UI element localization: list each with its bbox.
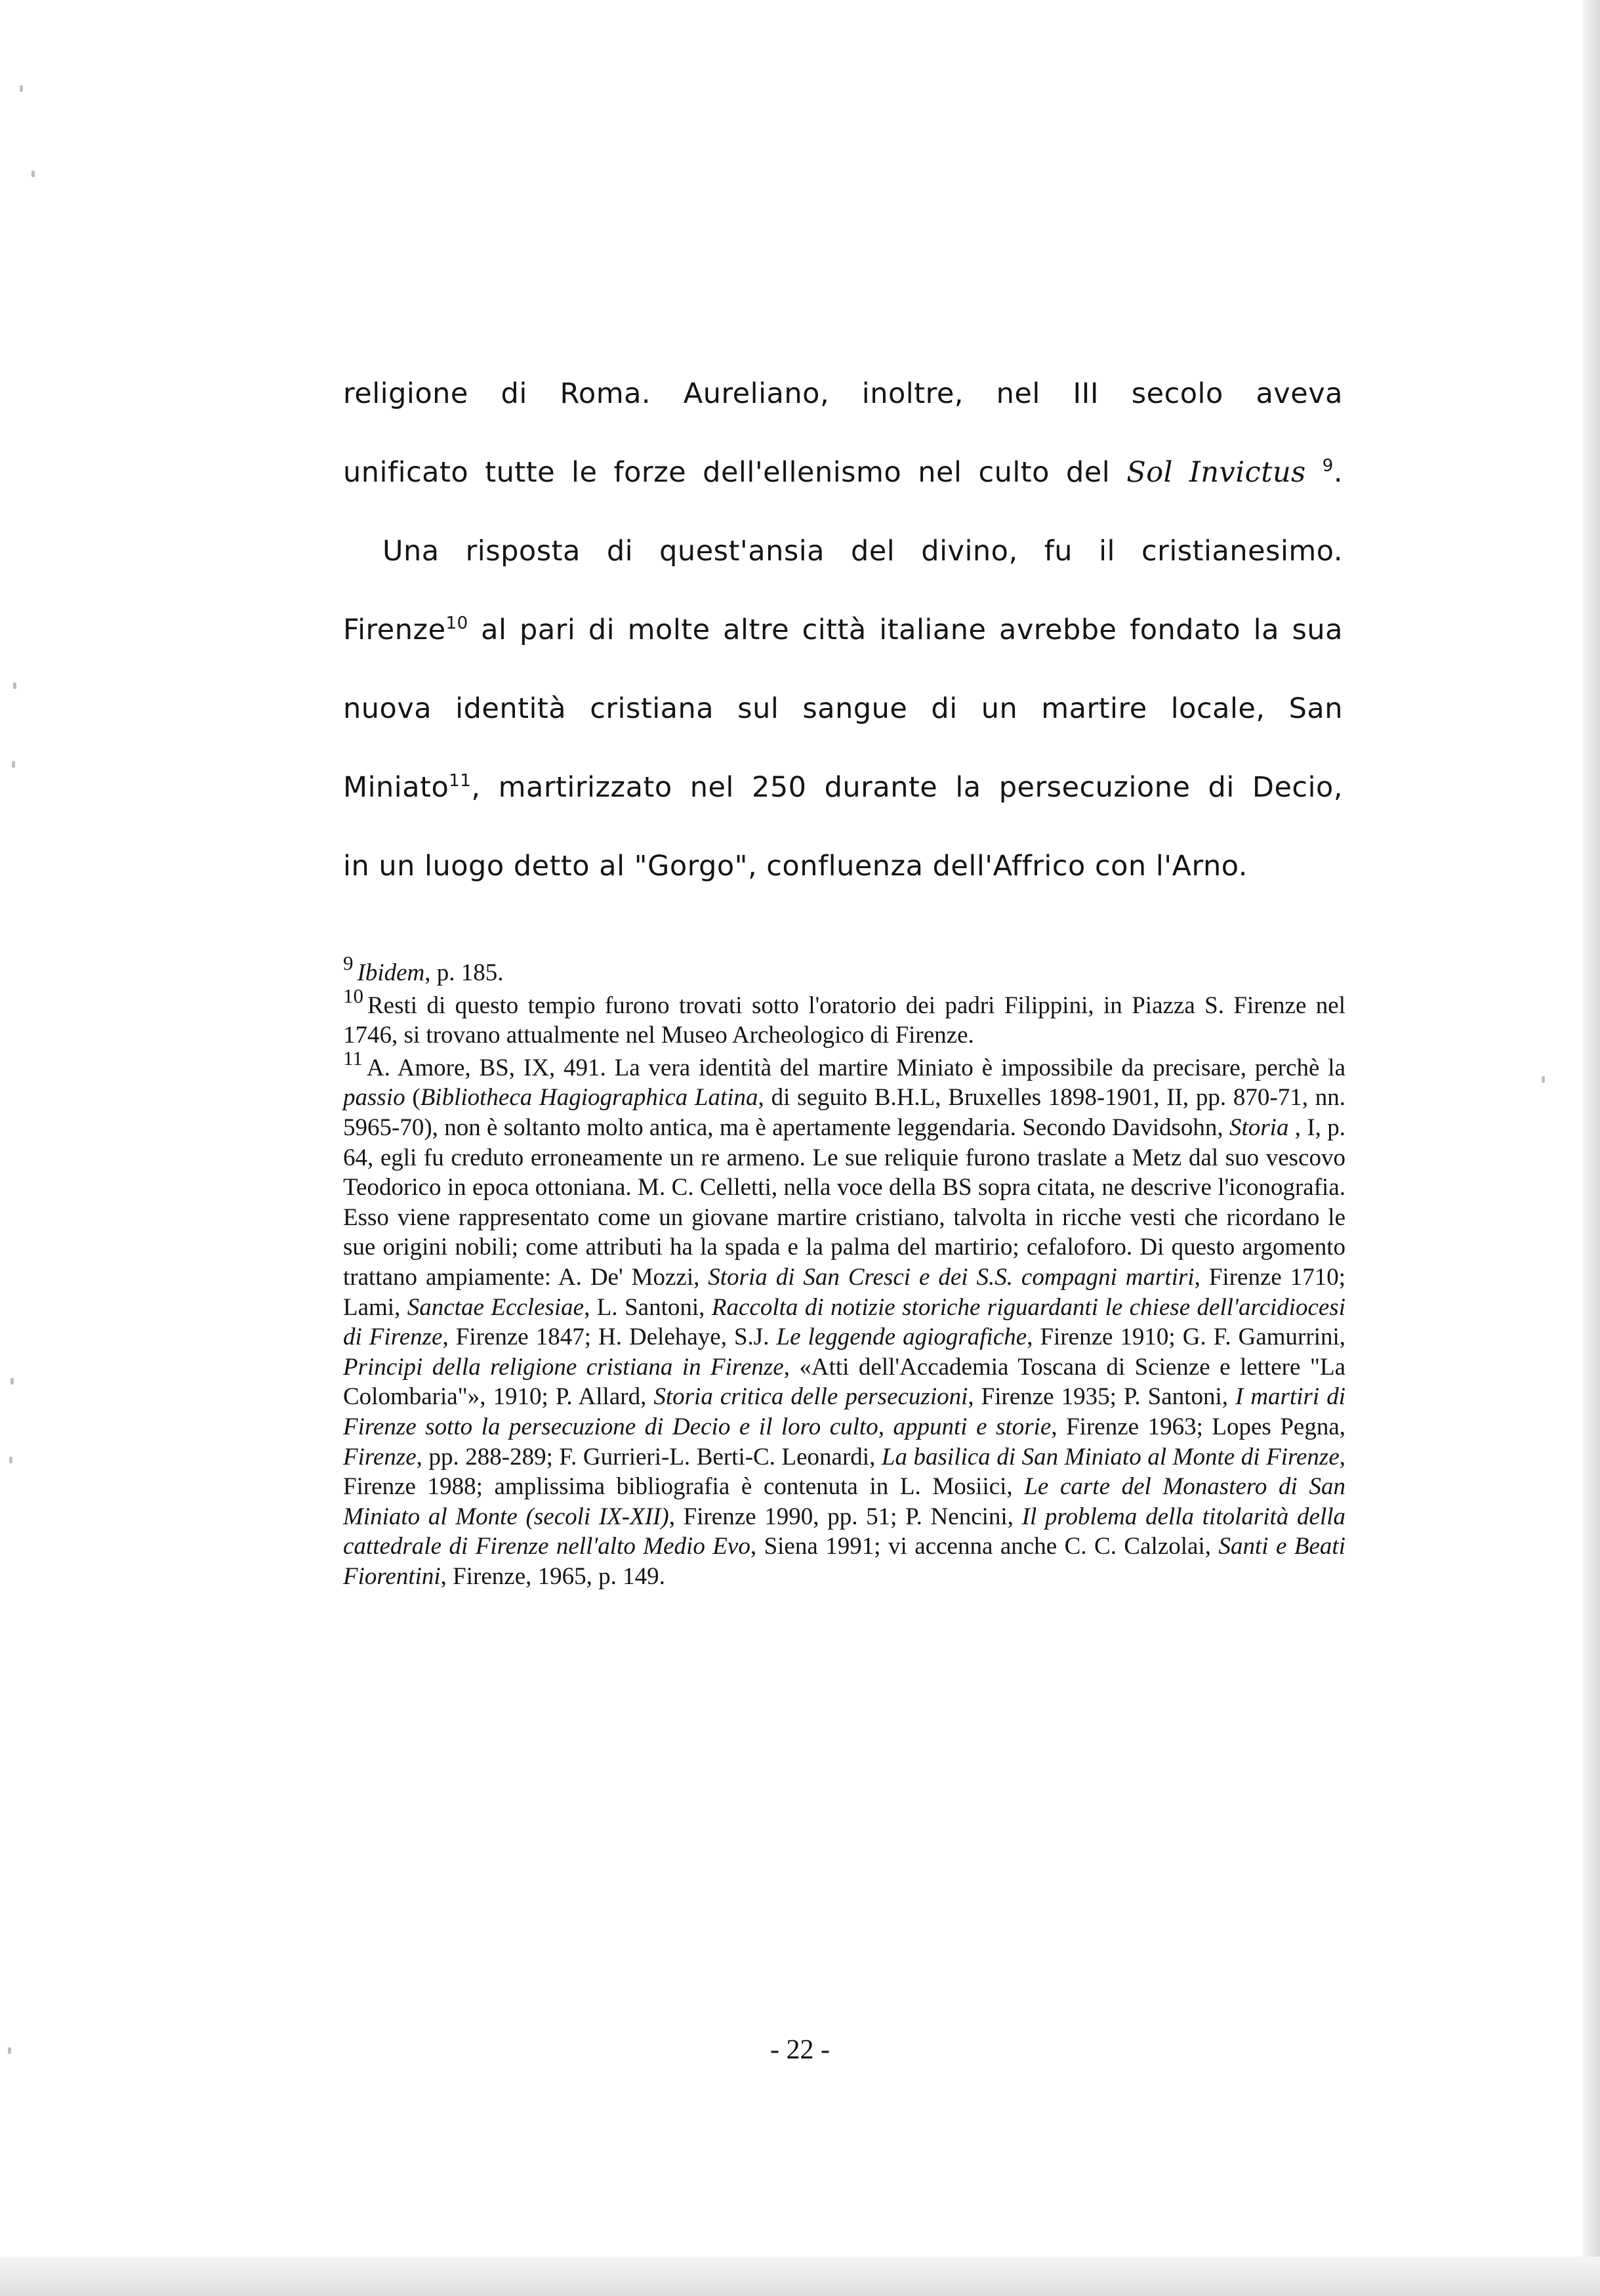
body-text-run: al pari di molte altre città italiane avrebbe fondato la sua	[468, 614, 1343, 646]
italic-term: Principi della religione cristiana in Firenze	[343, 1353, 784, 1381]
footnote-10	[343, 984, 1345, 1051]
margin-speck	[10, 1378, 14, 1385]
footnote-text: , pp. 288-289; F. Gurrieri-L. Berti-C. Leonardi,	[416, 1443, 882, 1471]
italic-term: Il problema della titolarità della cattedrale di Firenze nell'alto Medio Evo	[343, 1503, 1346, 1560]
footnote-text: , di seguito B.H.L, Bruxelles 1898-1901, II, pp. 870-71, nn. 5965-70), non è soltanto molto antica, ma è apertamente leggendaria. Secondo Davidsohn,	[343, 1084, 1346, 1141]
footnote-text: , Firenze 1988; amplissima bibliografia è contenuta in L. Mosiici,	[343, 1443, 1345, 1501]
footnote-text: , Firenze 1963; Lopes Pegna,	[1051, 1413, 1345, 1440]
footnote-text: , «Atti dell'Accademia Toscana di Scienze e lettere "La Colombaria"», 1910; P. Allard,	[343, 1353, 1345, 1411]
page-edge-shadow	[1583, 0, 1600, 2296]
italic-term: Raccolta di notizie storiche riguardanti le chiese dell'arcidiocesi di Firenze	[343, 1293, 1345, 1351]
footnote-text: , I, p. 64, egli fu creduto erroneamente un re armeno. Le sue reliquie furono traslate a Metz dal suo vescovo Teodorico in epoca ottoniana. M. C. Celletti, nella voce della BS sopra citata, ne descrive l'iconografia. Esso viene rappresentato come un giovane martire cristiano, talvolta in ricche vesti che ricordano le sue origini nobili; come attributi ha la spada e la palma del martirio; cefaloforo. Di questo argomento trattano ampiamente: A. De' Mozzi,	[343, 1114, 1345, 1291]
footnote-marker: 10	[445, 614, 468, 633]
body-text-run: Miniato	[343, 771, 449, 804]
italic-term: Sol Invictus	[1126, 456, 1306, 489]
margin-speck	[31, 171, 35, 177]
footnote-text: , p. 185.	[424, 959, 504, 986]
footnote-text: Resti di questo tempio furono trovati sotto l'oratorio dei padri Filippini, in Piazza S. Firenze nel 1746, si trovano attualmente nel Museo Archeologico di Firenze.	[343, 991, 1345, 1049]
body-line: in un luogo detto al "Gorgo", confluenza dell'Affrico con l'Arno.	[343, 850, 1248, 883]
italic-term: Santi e Beati Fiorentini	[343, 1533, 1345, 1590]
body-text-run: , martirizzato nel 250 durante la persecuzione di Decio,	[471, 771, 1343, 804]
body-line	[343, 759, 1343, 837]
italic-term: I martiri di Firenze sotto la persecuzione di Decio e il loro culto, appunti e storie	[343, 1383, 1345, 1440]
footnote-marker: 11	[449, 771, 472, 791]
margin-speck	[12, 761, 15, 768]
footnote-text: , L. Santoni,	[584, 1293, 712, 1321]
body-text-run: .	[1333, 456, 1343, 489]
body-text	[343, 365, 1343, 916]
footnote-text: , Firenze 1935; P. Santoni,	[968, 1383, 1235, 1411]
footnote-text: , Firenze 1847; H. Delehaye, S.J.	[442, 1324, 777, 1351]
footnote-text: , Siena 1991; vi accenna anche C. C. Calzolai,	[750, 1533, 1219, 1560]
italic-term: Firenze	[343, 1443, 417, 1471]
footnote-11	[343, 1046, 1346, 1592]
footnotes	[343, 951, 1346, 1591]
footnote-text: , Firenze 1990, pp. 51; P. Nencini,	[668, 1503, 1022, 1530]
italic-term: Bibliotheca Hagiographica Latina	[420, 1084, 758, 1112]
italic-term: Sanctae Ecclesiae	[407, 1293, 585, 1321]
footnote-marker: 9	[1322, 456, 1334, 476]
body-line	[343, 444, 1343, 522]
italic-term: Storia critica delle persecuzioni	[653, 1383, 968, 1411]
italic-term: Storia	[1229, 1114, 1289, 1141]
body-text-run: Firenze	[343, 614, 446, 646]
body-text-run: unificato tutte le forze dell'ellenismo nel culto del	[343, 456, 1111, 489]
italic-term: Storia di San Cresci e dei S.S. compagni martiri	[708, 1263, 1195, 1291]
italic-term: La basilica di San Miniato al Monte di Firenze	[881, 1443, 1340, 1471]
body-line: Una risposta di quest'ansia del divino, fu il cristianesimo.	[382, 535, 1343, 568]
page-bottom-shadow	[0, 2257, 1600, 2296]
footnote-text: (	[405, 1084, 421, 1112]
page-number: - 22 -	[770, 2035, 830, 2065]
italic-term: Le leggende agiografiche	[776, 1324, 1027, 1351]
footnote-text: A. Amore, BS, IX, 491. La vera identità del martire Miniato è impossibile da precisare, perchè la	[366, 1054, 1345, 1081]
body-line	[343, 601, 1343, 680]
italic-term: Le carte del Monastero di San Miniato al Monte (secoli IX-XII)	[343, 1473, 1345, 1530]
margin-speck	[1542, 1076, 1545, 1083]
italic-term: passio	[343, 1084, 405, 1112]
footnote-number: 10	[343, 984, 363, 1007]
footnote-text: , Firenze, 1965, p. 149.	[440, 1562, 665, 1590]
body-line: nuova identità cristiana sul sangue di un martire locale, San	[343, 692, 1343, 725]
italic-term: Ibidem	[357, 959, 425, 986]
body-line: religione di Roma. Aureliano, inoltre, nel III secolo aveva	[343, 377, 1343, 410]
margin-speck	[20, 85, 23, 92]
footnote-number: 11	[343, 1046, 363, 1070]
margin-speck	[9, 1457, 12, 1463]
footnote-text: , Firenze 1710; Lami,	[343, 1263, 1346, 1321]
footnote-9	[343, 951, 1345, 988]
margin-speck	[13, 682, 16, 689]
footnote-text: , Firenze 1910; G. F. Gamurrini,	[1027, 1324, 1346, 1351]
footnote-number: 9	[343, 951, 354, 974]
